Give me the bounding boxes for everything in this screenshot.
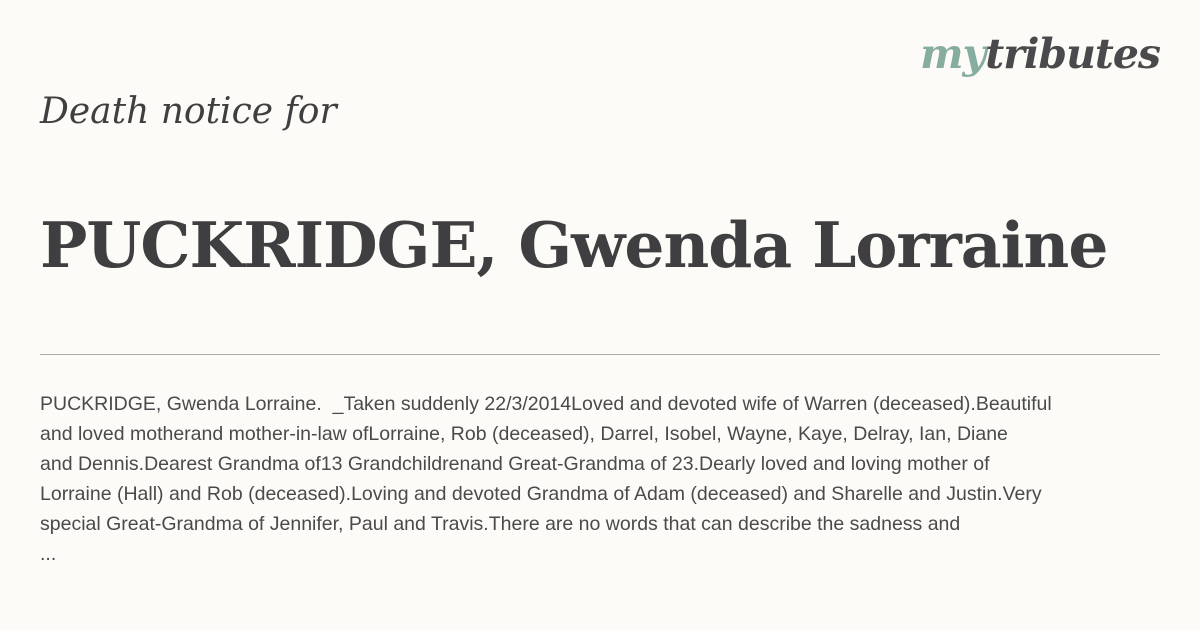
notice-excerpt-ellipsis: ...	[40, 543, 57, 565]
deceased-name-title: PUCKRIDGE, Gwenda Lorraine	[40, 208, 1108, 282]
logo-my-text: my	[920, 30, 986, 78]
mytributes-logo[interactable]	[920, 30, 1160, 78]
notice-kicker: Death notice for	[40, 91, 337, 132]
section-divider	[40, 354, 1160, 355]
notice-excerpt-line: and loved motherand mother-in-law ofLorraine, Rob (deceased), Darrel, Isobel, Wayne, Kaye, Delray, Ian, Diane	[40, 423, 1008, 445]
logo-tributes-text: tributes	[985, 30, 1160, 78]
notice-excerpt	[40, 389, 1190, 569]
notice-excerpt-line: PUCKRIDGE, Gwenda Lorraine. _Taken suddenly 22/3/2014Loved and devoted wife of Warren (deceased).Beautiful	[40, 393, 1052, 415]
notice-excerpt-line: special Great-Grandma of Jennifer, Paul and Travis.There are no words that can describe the sadness and	[40, 513, 961, 535]
notice-excerpt-line: and Dennis.Dearest Grandma of13 Grandchildrenand Great-Grandma of 23.Dearly loved and loving mother of	[40, 453, 990, 475]
notice-excerpt-line: Lorraine (Hall) and Rob (deceased).Loving and devoted Grandma of Adam (deceased) and Sharelle and Justin.Very	[40, 483, 1042, 505]
